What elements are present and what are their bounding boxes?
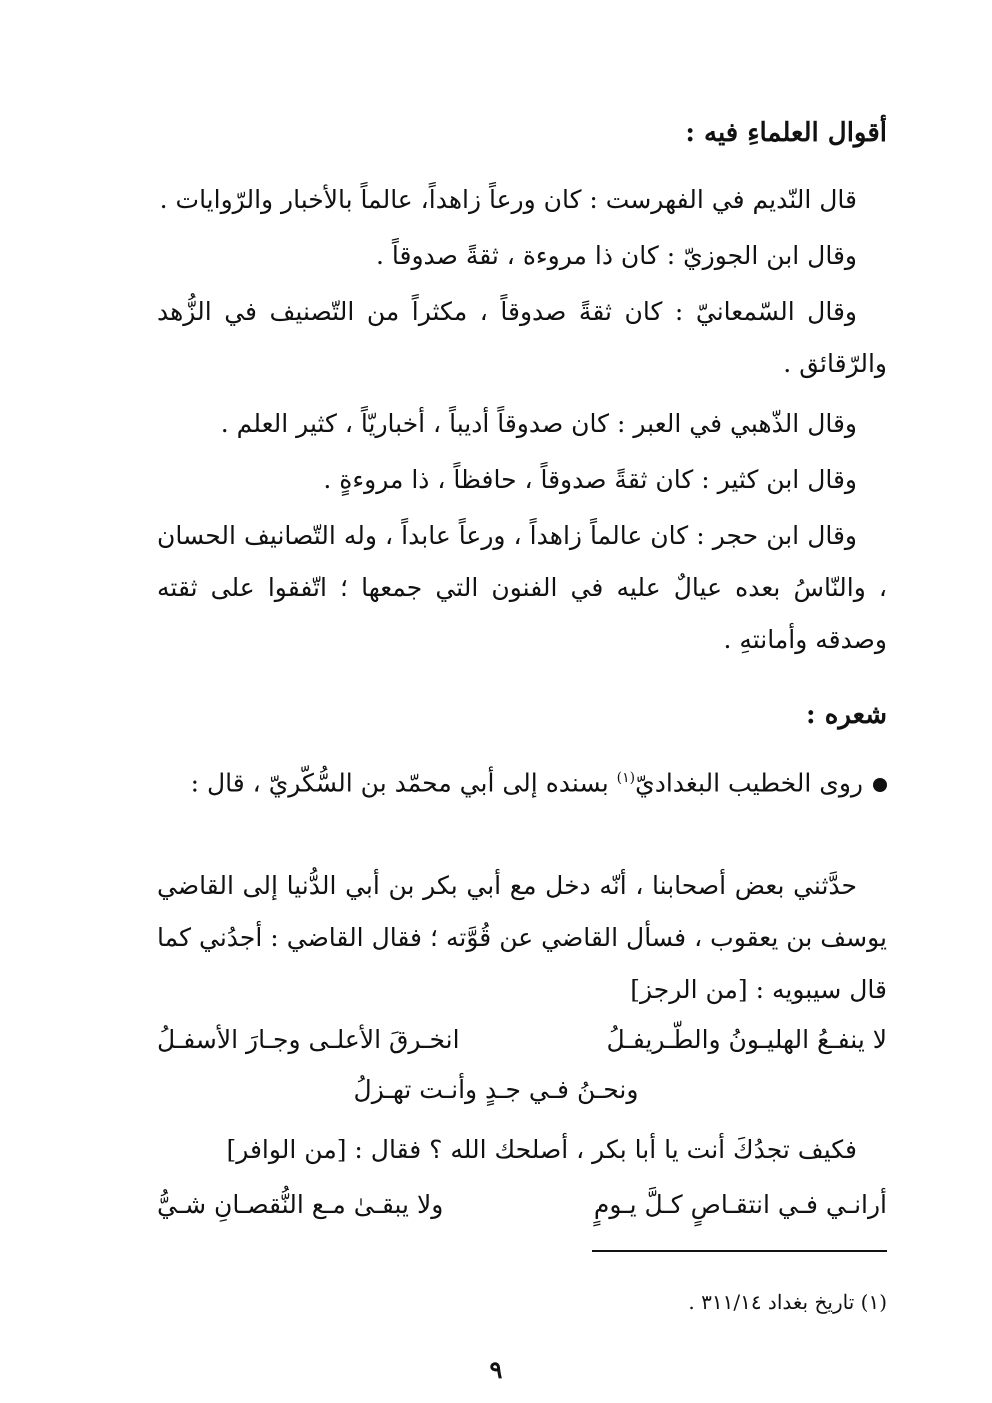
page-number: ٩ [489,1355,503,1384]
paragraph-ibn-hajar: وقال ابن حجر : كان عالماً زاهداً ، ورعاً عابداً ، وله التّصانيف الحسان ، والنّاسُ بعده عيالٌ عليه في الفنون التي جمعها ؛ اتّفقوا على ثقته وصدقه وأمانتهِ . [157,521,887,654]
section-heading-scholars: أقوال العلماءِ فيه : [685,118,887,148]
intro-text-after: بسنده إلى أبي محمّد بن السُّكّريّ ، قال : [190,768,617,798]
verse-1-third-hemistich: ونحـنُ فـي جـدٍ وأنـت تهـزلُ [353,1075,639,1104]
poetry-intro [157,752,887,809]
section-heading-poetry: شعره : [806,700,887,730]
verse-1-first-hemistich: لا ينفـعُ الهليـونُ والطّـريفـلُ [606,1025,887,1054]
intro-text-before: روى الخطيب البغداديّ [635,768,863,798]
narration-paragraph: حدَّثني بعض أصحابنا ، أنّه دخل مع أبي بكر بن أبي الدُّنيا إلى القاضي يوسف بن يعقوب ، فسأل القاضي عن قُوَّته ؛ فقال القاضي : أجدُني كما قال سيبويه : [من الرجز] [157,871,887,1004]
footnote: (١) تاريخ بغداد ٣١١/١٤ . [688,1290,887,1314]
verse-1 [157,1025,887,1054]
verse-2-first-hemistich: أرانـي فـي انتقـاصٍ كـلَّ يـومٍ [593,1190,887,1219]
paragraph-ibn-kathir: وقال ابن كثير : كان ثقةً صدوقاً ، حافظاً ، ذا مروءةٍ . [323,465,857,494]
verse-2 [157,1190,887,1219]
paragraph-dhahabi: وقال الذّهبي في العبر : كان صدوقاً أديباً ، أخباريّاً ، كثير العلم . [220,409,857,438]
verse-2-second-hemistich: ولا يبقـىٰ مـع النُّقصـانِ شـيُّ [157,1190,444,1219]
paragraph-samani: وقال السّمعانيّ : كان ثقةً صدوقاً ، مكثراً من التّصنيف في الزُّهد والرّقائق . [157,297,887,378]
paragraph-ibn-jawzi: وقال ابن الجوزيّ : كان ذا مروءة ، ثقةً صدوقاً . [376,241,857,270]
verse-1-second-hemistich: انخـرقَ الأعلـى وجـارَ الأسفـلُ [157,1025,460,1054]
question-line: فكيف تجدُكَ أنت يا أبا بكر ، أصلحك الله ؟ فقال : [من الوافر] [226,1135,857,1164]
footnote-marker: (١) [616,770,636,786]
bullet-icon [873,778,887,792]
footnote-divider [592,1250,887,1252]
paragraph-nadim: قال النّديم في الفهرست : كان ورعاً زاهداً، عالماً بالأخبار والرّوايات . [159,185,857,214]
